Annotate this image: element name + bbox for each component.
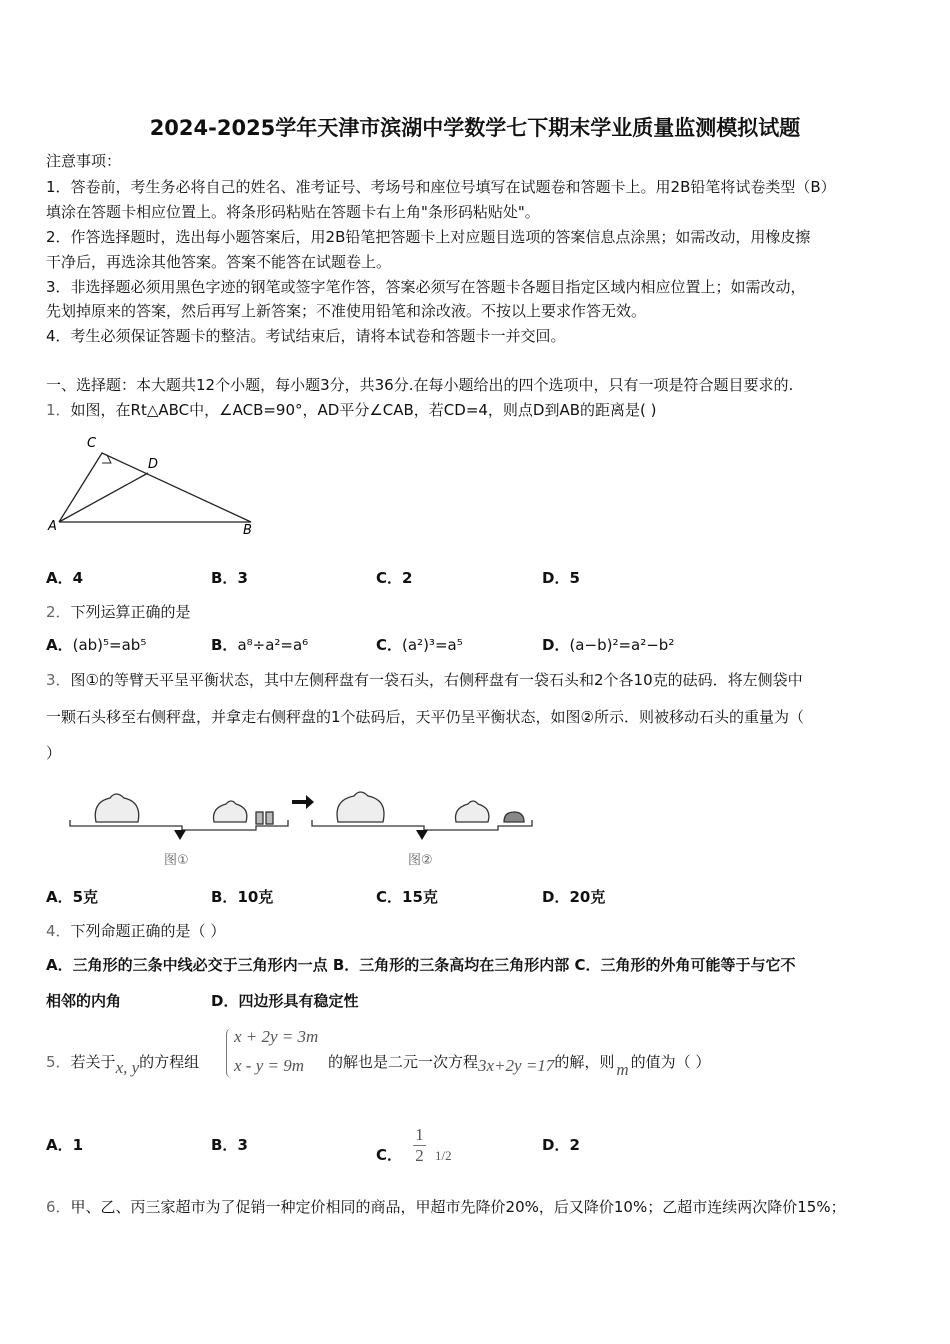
q5-option-b[interactable]: B．3: [211, 1136, 248, 1154]
figure-2-label: 图②: [408, 853, 433, 868]
notice-line: 先划掉原来的答案，然后再写上新答案；不准使用铅笔和涂改液。不按以上要求作答无效。: [46, 302, 647, 320]
fraction-denominator: 2: [415, 1146, 424, 1165]
notice-line: 4．考生必须保证答题卡的整洁。考试结束后，请将本试卷和答题卡一并交回。: [46, 327, 566, 345]
q1-option-b[interactable]: B．3: [211, 569, 248, 587]
label-b: B: [243, 523, 252, 538]
q1-option-d[interactable]: D．5: [542, 569, 580, 587]
question-5-cont: 的解也是二元一次方程3x+2y =17的解，则 m 的值为（ ）: [328, 1053, 711, 1079]
q4-options-line[interactable]: A．三角形的三条中线必交于三角形内一点 B．三角形的三条高均在三角形内部 C．三角形的外角可能等于与它不: [46, 956, 796, 974]
q2-option-d[interactable]: D．(a−b)²=a²−b²: [542, 636, 675, 654]
equation-1: x + 2y = 3m: [234, 1027, 319, 1046]
q5-option-c[interactable]: C． $\frac{1}{2}$ 1/2: [376, 1125, 452, 1165]
notice-line: 填涂在答题卡相应位置上。将条形码粘贴在答题卡右上角"条形码粘贴处"。: [46, 203, 540, 221]
triangle-figure: [45, 430, 265, 540]
q2-option-c[interactable]: C．(a²)³=a⁵: [376, 636, 463, 654]
notice-line: 2．作答选择题时，选出每小题答案后，用2B铅笔把答题卡上对应题目选项的答案信息点涂黑；如需改动，用橡皮擦: [46, 228, 811, 246]
question-4: 4．下列命题正确的是（ ）: [46, 922, 226, 940]
question-number: 1．: [46, 401, 71, 419]
label-c: C: [87, 436, 97, 451]
q5-option-a[interactable]: A．1: [46, 1136, 84, 1154]
balance-figure: [66, 782, 536, 872]
q4-option-d[interactable]: D．四边形具有稳定性: [211, 992, 359, 1010]
q4-option-c-cont[interactable]: 相邻的内角: [46, 992, 122, 1010]
label-d: D: [148, 457, 159, 472]
notice-line: 3．非选择题必须用黑色字迹的钢笔或签字笔作答，答案必须写在答题卡各题目指定区域内相应位置上；如需改动，: [46, 278, 806, 296]
q5-option-c-value: 1/2: [434, 1148, 452, 1163]
q3-option-d[interactable]: D．20克: [542, 888, 606, 906]
question-6: 6．甲、乙、丙三家超市为了促销一种定价相同的商品，甲超市先降价20%，后又降价10%；乙超市连续两次降价15%；: [46, 1198, 846, 1216]
q1-option-c[interactable]: C．2: [376, 569, 413, 587]
question-2: 2．下列运算正确的是: [46, 603, 191, 621]
q3-option-c[interactable]: C．15克: [376, 888, 438, 906]
q2-option-a[interactable]: A．(ab)⁵=ab⁵: [46, 636, 147, 654]
question-5: 5．若关于x, y的方程组: [46, 1053, 200, 1077]
question-1: [46, 400, 657, 420]
q3-option-b[interactable]: B．10克: [211, 888, 274, 906]
q5-option-d[interactable]: D．2: [542, 1136, 580, 1154]
page-title: 2024-2025学年天津市滨湖中学数学七下期末学业质量监测模拟试题: [149, 116, 801, 140]
question-3-line: ）: [46, 744, 62, 762]
arrow-right-icon: [292, 795, 314, 809]
notice-line: 1．答卷前，考生务必将自己的姓名、准考证号、考场号和座位号填写在试题卷和答题卡上。用2B铅笔将试卷类型（B）: [46, 178, 836, 196]
equation-2: x - y = 9m: [234, 1056, 305, 1075]
question-text: 如图，在Rt△ABC中，∠ACB=90°，AD平分∠CAB，若CD=4，则点D到AB的距离是( ): [70, 401, 657, 419]
question-3: 3．图①的等臂天平呈平衡状态，其中左侧秤盘有一袋石头，右侧秤盘有一袋石头和2个各10克的砝码．将左侧袋中: [46, 671, 803, 689]
question-3-line: 一颗石头移至右侧秤盘，并拿走右侧秤盘的1个砝码后，天平仍呈平衡状态，如图②所示．则被移动石头的重量为（: [46, 708, 804, 726]
q3-option-a[interactable]: A．5克: [46, 888, 99, 906]
q1-option-a[interactable]: A．4: [46, 569, 84, 587]
fraction-one-half: [413, 1125, 426, 1166]
figure-1-label: 图①: [164, 853, 189, 868]
section-heading: 一、选择题：本大题共12个小题，每小题3分，共36分.在每小题给出的四个选项中，只有一项是符合题目要求的.: [46, 376, 794, 394]
notice-heading: 注意事项：: [46, 152, 122, 170]
fraction-numerator: 1: [415, 1125, 424, 1144]
q2-option-b[interactable]: B．a⁸÷a²=a⁶: [211, 636, 309, 654]
label-a: A: [48, 519, 57, 534]
notice-line: 干净后，再选涂其他答案。答案不能答在试题卷上。: [46, 253, 392, 271]
